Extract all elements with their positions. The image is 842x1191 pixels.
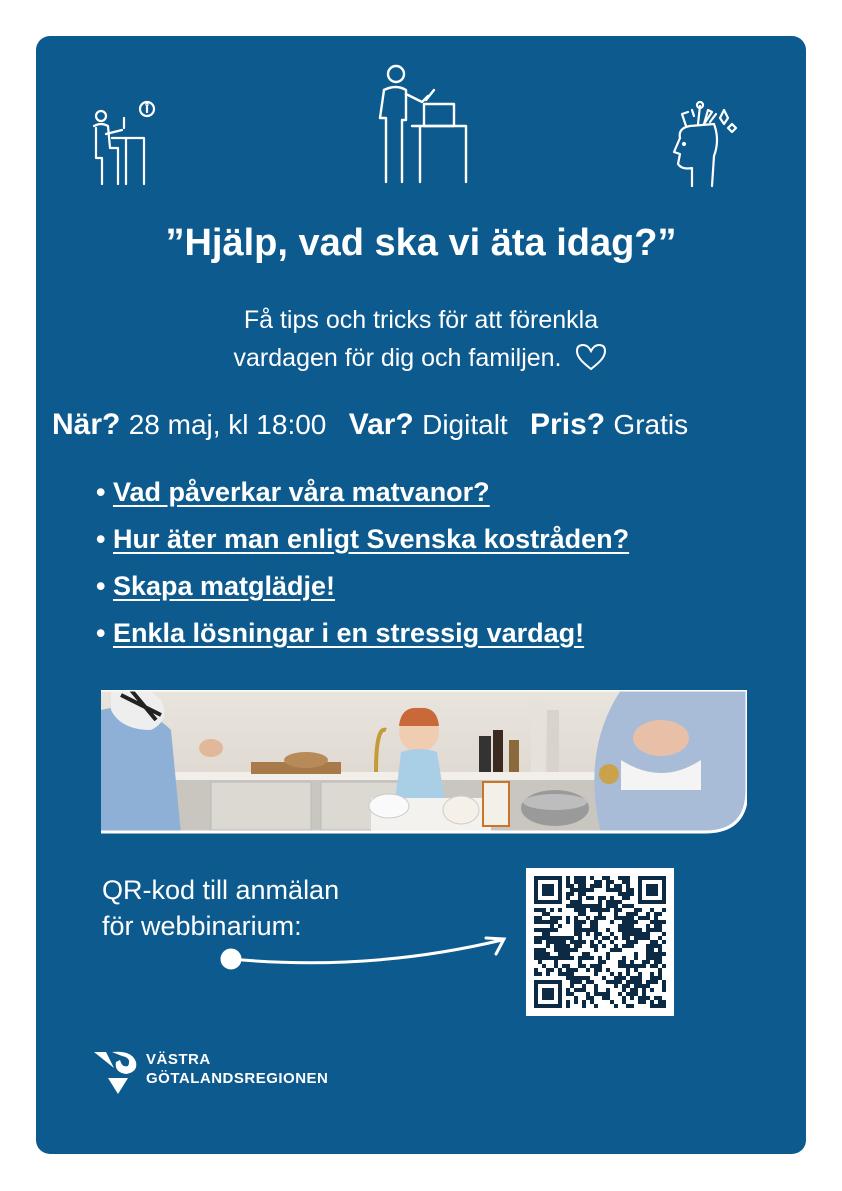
family-kitchen-photo (101, 690, 747, 834)
qr-caption-line-2: för webbinarium: (102, 911, 302, 941)
topic-link[interactable]: Skapa matglädje! (112, 571, 336, 601)
list-item[interactable]: • Hur äter man enligt Svenska kostråden? (96, 524, 630, 554)
head-with-ideas-icon (668, 100, 744, 190)
price-value: Gratis (613, 409, 689, 440)
heart-icon (574, 342, 608, 372)
list-item[interactable]: • Vad påverkar våra matvanor? (96, 477, 490, 507)
qr-code-icon[interactable] (526, 868, 674, 1016)
logo-text (146, 1050, 328, 1088)
subtitle-line-2: vardagen för dig och familjen. (233, 344, 562, 372)
event-info (52, 408, 688, 442)
topic-link[interactable]: Enkla lösningar i en stressig vardag! (112, 618, 585, 648)
logo-line-1: VÄSTRA (146, 1051, 211, 1068)
price-label: Pris? (530, 408, 606, 441)
page-title: ”Hjälp, vad ska vi äta idag?” (165, 222, 677, 264)
list-item[interactable]: • Enkla lösningar i en stressig vardag! (96, 618, 585, 648)
vgr-logo-icon (92, 1048, 142, 1098)
qr-caption-line-1: QR-kod till anmälan (102, 875, 340, 905)
where-value: Digitalt (422, 409, 508, 440)
person-cooking-icon (376, 62, 472, 186)
subtitle-line-1: Få tips och tricks för att förenkla (243, 306, 599, 334)
when-value: 28 maj, kl 18:00 (128, 409, 327, 440)
when-label: När? (52, 408, 121, 441)
subtitle-line-2-wrap (0, 342, 842, 373)
logo-line-2: GÖTALANDSREGIONEN (146, 1070, 329, 1087)
arrow-icon (218, 930, 514, 978)
list-item[interactable]: • Skapa matglädje! (96, 571, 336, 601)
where-label: Var? (348, 408, 414, 441)
person-at-desk-icon (88, 98, 164, 190)
topic-link[interactable]: Hur äter man enligt Svenska kostråden? (112, 524, 630, 554)
topic-list (96, 472, 629, 660)
topic-link[interactable]: Vad påverkar våra matvanor? (112, 477, 490, 507)
